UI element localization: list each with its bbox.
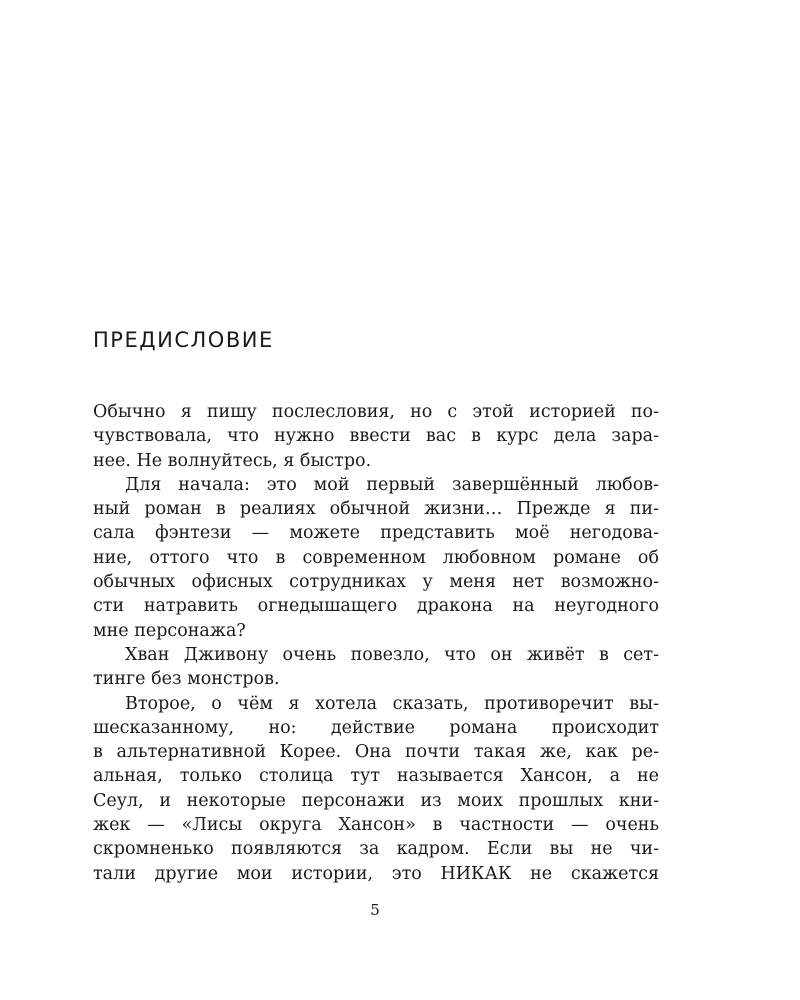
text-line: в альтернативной Корее. Она почти такая же, как ре- — [93, 742, 659, 763]
text-line: мне персонажа? — [93, 620, 246, 641]
text-line: Хван Дживону очень повезло, что он живёт в сет- — [125, 644, 659, 665]
text-line: жек — «Лисы округа Хансон» в частности — очень — [93, 815, 659, 836]
page-number: 5 — [370, 901, 380, 919]
text-line: Сеул, и некоторые персонажи из моих прошлых кни- — [93, 790, 659, 811]
paragraph — [93, 473, 659, 643]
text-line: тинге без монстров. — [93, 669, 280, 690]
text-line: ный роман в реалиях обычной жизни… Прежде я пи- — [93, 499, 659, 520]
text-line: Обычно я пишу послесловия, но с этой историей по- — [93, 402, 659, 422]
paragraph — [93, 692, 659, 886]
text-line: чувствовала, что нужно ввести вас в курс дела зара- — [93, 426, 659, 447]
text-line: сала фэнтези — можете представить моё негодова- — [93, 523, 659, 544]
text-line: тали другие мои истории, это НИКАК не скажется — [93, 863, 659, 884]
text-line: шесказанному, но: действие романа происходит — [93, 717, 659, 738]
text-line: нее. Не волнуйтесь, я быстро. — [93, 450, 372, 471]
text-line: скромненько появляются за кадром. Если вы не чи- — [93, 839, 659, 860]
text-line: сти натравить огнедышащего дракона на неугодного — [93, 596, 659, 617]
text-line: альная, только столица тут называется Хансон, а не — [93, 766, 659, 787]
paragraph — [93, 400, 659, 473]
text-line: Второе, о чём я хотела сказать, противоречит вы- — [125, 693, 659, 714]
text-line: обычных офисных сотрудниках у меня нет возможно- — [93, 572, 659, 593]
text-line: Для начала: это мой первый завершённый любов- — [125, 474, 659, 495]
body-text — [93, 400, 659, 886]
paragraph — [93, 643, 659, 692]
text-line: ние, оттого что в современном любовном романе об — [93, 547, 659, 568]
chapter-heading: ПРЕДИСЛОВИЕ — [93, 328, 274, 352]
